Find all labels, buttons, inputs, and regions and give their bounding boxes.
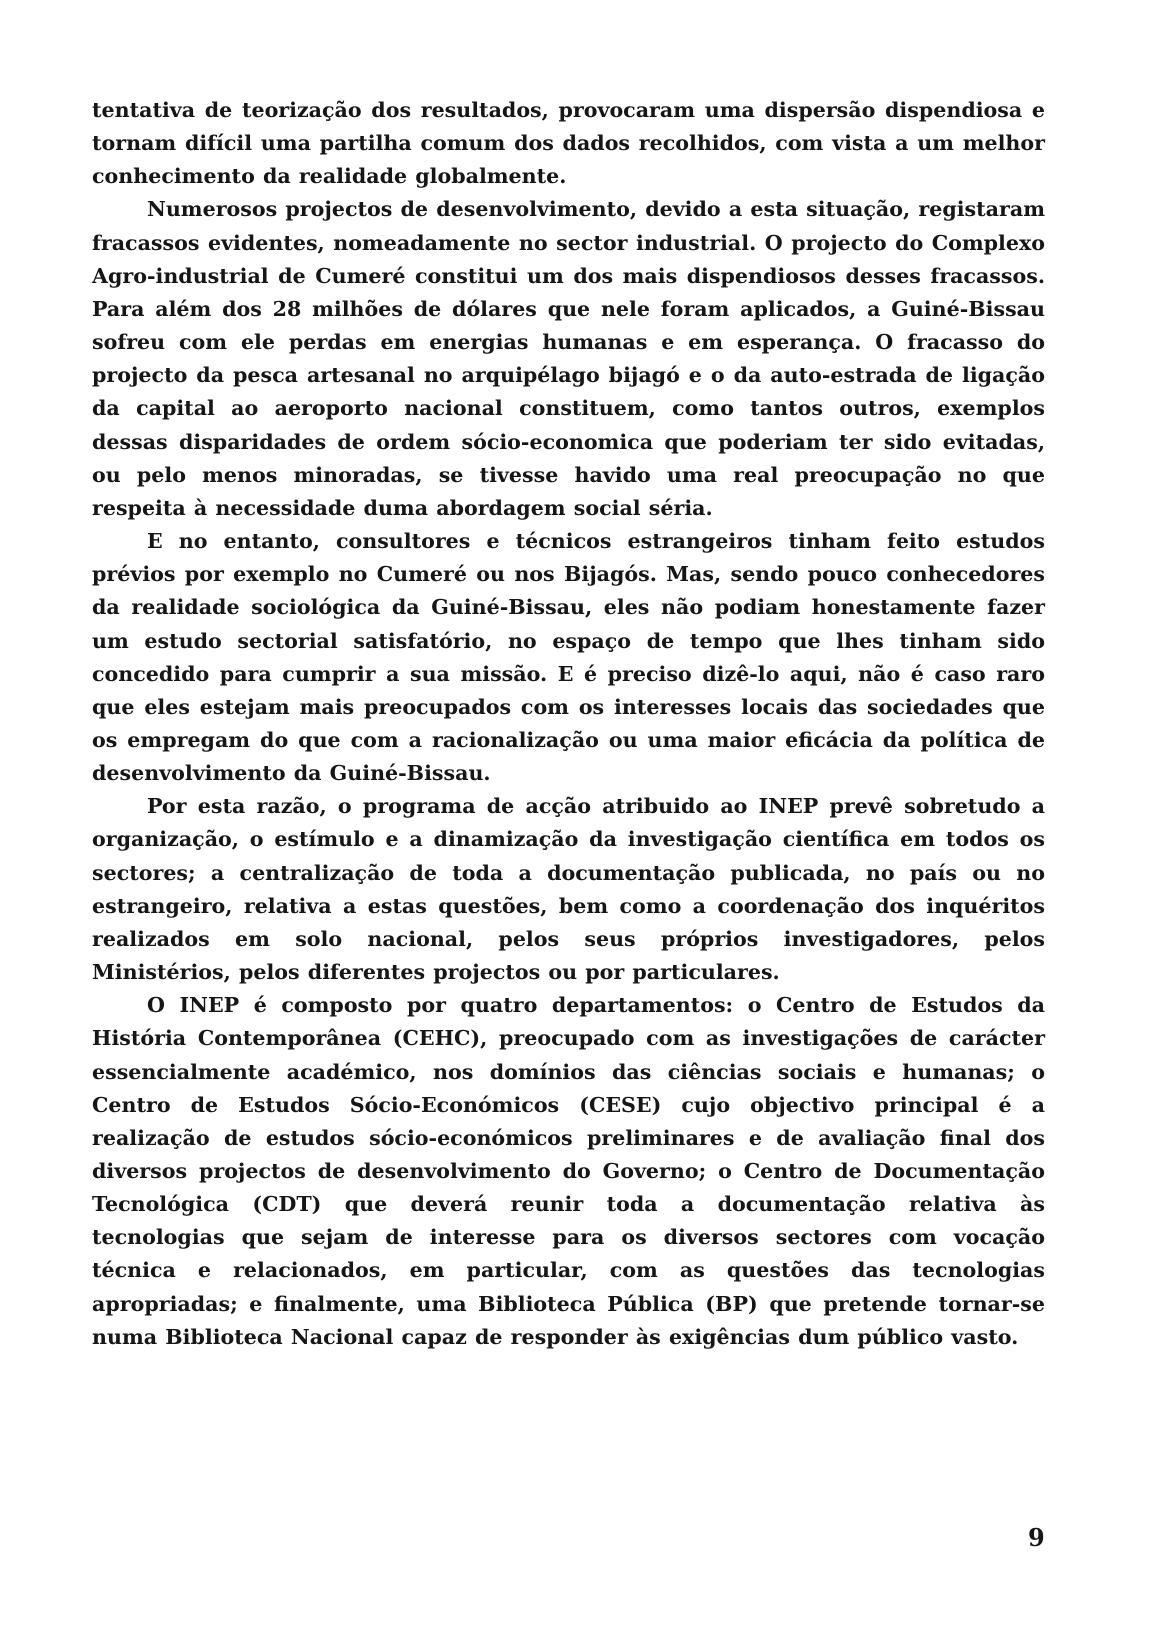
page-number: 9 <box>1028 1523 1045 1552</box>
paragraph-4: Por esta razão, o programa de acção atribuido ao INEP prevê sobretudo a organização, o estímulo e a dinamização da investigação científica em todos os sectores; a centralização de toda a documentação publicada, no país ou no estrangeiro, relativa a estas questões, bem como a coordenação dos inquéritos realizados em solo nacional, pelos seus próprios investigadores, pelos Ministérios, pelos diferentes projectos ou por particulares. <box>92 794 1045 985</box>
body-text <box>92 94 1045 1354</box>
paragraph-5: O INEP é composto por quatro departamentos: o Centro de Estudos da História Contemporânea (CEHC), preocupado com as investigações de carácter essencialmente académico, nos domínios das ciências sociais e humanas; o Centro de Estudos Sócio-Económicos (CESE) cujo objectivo principal é a realização de estudos sócio-económicos preliminares e de avaliação final dos diversos projectos de desenvolvimento do Governo; o Centro de Documentação Tecnológica (CDT) que deverá reunir toda a documentação relativa às tecnologias que sejam de interesse para os diversos sectores com vocação técnica e relacionados, em particular, com as questões das tecnologias apropriadas; e finalmente, uma Biblioteca Pública (BP) que pretende tornar-se numa Biblioteca Nacional capaz de responder às exigências dum público vasto. <box>92 993 1045 1349</box>
paragraph-2: Numerosos projectos de desenvolvimento, devido a esta situação, registaram fracassos evidentes, nomeadamente no sector industrial. O projecto do Complexo Agro-industrial de Cumeré constitui um dos mais dispendiosos desses fracassos. Para além dos 28 milhões de dólares que nele foram aplicados, a Guiné-Bissau sofreu com ele perdas em energias humanas e em esperança. O fracasso do projecto da pesca artesanal no arquipélago bijagó e o da auto-estrada de ligação da capital ao aeroporto nacional constituem, como tantos outros, exemplos dessas disparidades de ordem sócio-economica que poderiam ter sido evitadas, ou pelo menos minoradas, se tivesse havido uma real preocupação no que respeita à necessidade duma abordagem social séria. <box>92 197 1045 520</box>
paragraph-1: tentativa de teorização dos resultados, provocaram uma dispersão dispendiosa e tornam difícil uma partilha comum dos dados recolhidos, com vista a um melhor conhecimento da realidade globalmente. <box>92 98 1045 189</box>
paragraph-3: E no entanto, consultores e técnicos estrangeiros tinham feito estudos prévios por exemplo no Cumeré ou nos Bijagós. Mas, sendo pouco conhecedores da realidade sociológica da Guiné-Bissau, eles não podiam honestamente fazer um estudo sectorial satisfatório, no espaço de tempo que lhes tinham sido concedido para cumprir a sua missão. E é preciso dizê-lo aqui, não é caso raro que eles estejam mais preocupados com os interesses locais das sociedades que os empregam do que com a racionalização ou uma maior eficácia da política de desenvolvimento da Guiné-Bissau. <box>92 529 1045 786</box>
